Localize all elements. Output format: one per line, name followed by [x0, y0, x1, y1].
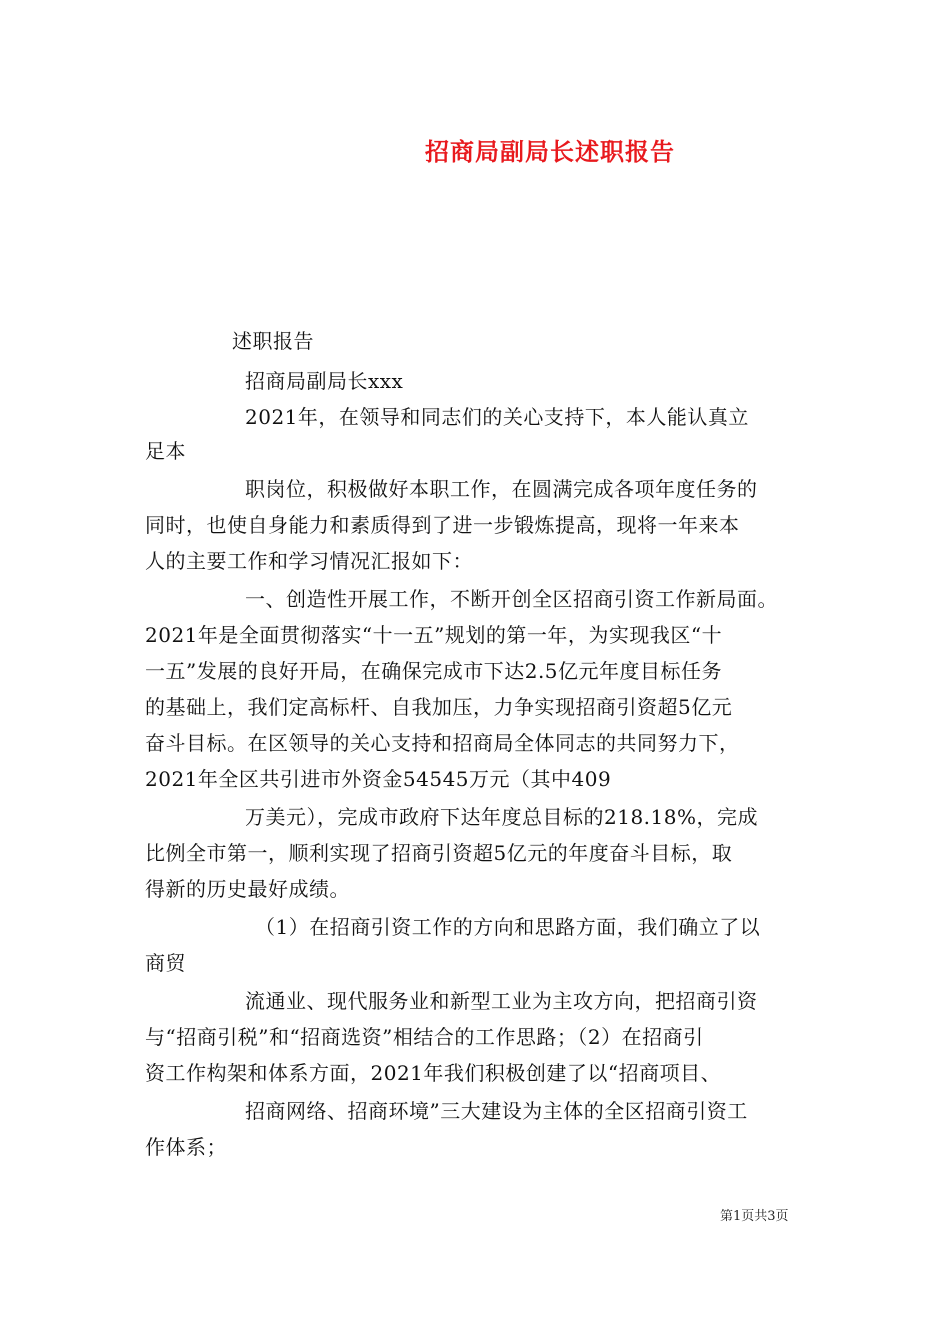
text-line: 资工作构架和体系方面，2021年我们积极创建了以“招商项目、 [145, 1061, 722, 1085]
text-line: 招商局副局长xxx [245, 369, 404, 393]
text-line: 2021年，在领导和同志们的关心支持下，本人能认真立 [245, 405, 749, 429]
text-line: 与“招商引税”和“招商选资”相结合的工作思路；（2）在招商引 [145, 1025, 704, 1049]
text-line: 商贸 [145, 951, 186, 975]
text-line: 招商网络、招商环境”三大建设为主体的全区招商引资工 [245, 1099, 748, 1123]
text-line: 足本 [145, 439, 186, 463]
text-line: 2021年是全面贯彻落实“十一五”规划的第一年，为实现我区“十 [145, 623, 723, 647]
text-line: 的基础上，我们定高标杆、自我加压，力争实现招商引资超5亿元 [145, 695, 733, 719]
text-line: 述职报告 [232, 329, 314, 353]
text-line: 职岗位，积极做好本职工作，在圆满完成各项年度任务的 [245, 477, 758, 501]
document-title: 招商局副局长述职报告 [425, 138, 675, 166]
text-line: 得新的历史最好成绩。 [145, 877, 350, 901]
text-line: 同时，也使自身能力和素质得到了进一步锻炼提高，现将一年来本 [145, 513, 740, 537]
text-line: 一五”发展的良好开局，在确保完成市下达2.5亿元年度目标任务 [145, 659, 723, 683]
page-number-footer: 第1页共3页 [720, 1209, 789, 1224]
text-line: 比例全市第一，顺利实现了招商引资超5亿元的年度奋斗目标，取 [145, 841, 733, 865]
text-line: （1）在招商引资工作的方向和思路方面，我们确立了以 [255, 915, 761, 939]
text-line: 2021年全区共引进市外资金54545万元（其中409 [145, 767, 612, 791]
text-line: 流通业、现代服务业和新型工业为主攻方向，把招商引资 [245, 989, 758, 1013]
text-line: 人的主要工作和学习情况汇报如下： [145, 549, 473, 573]
text-line: 一、创造性开展工作，不断开创全区招商引资工作新局面。 [245, 587, 778, 611]
text-line: 万美元），完成市政府下达年度总目标的218.18%，完成 [245, 805, 758, 829]
text-line: 作体系； [145, 1135, 227, 1159]
text-line: 奋斗目标。在区领导的关心支持和招商局全体同志的共同努力下， [145, 731, 740, 755]
